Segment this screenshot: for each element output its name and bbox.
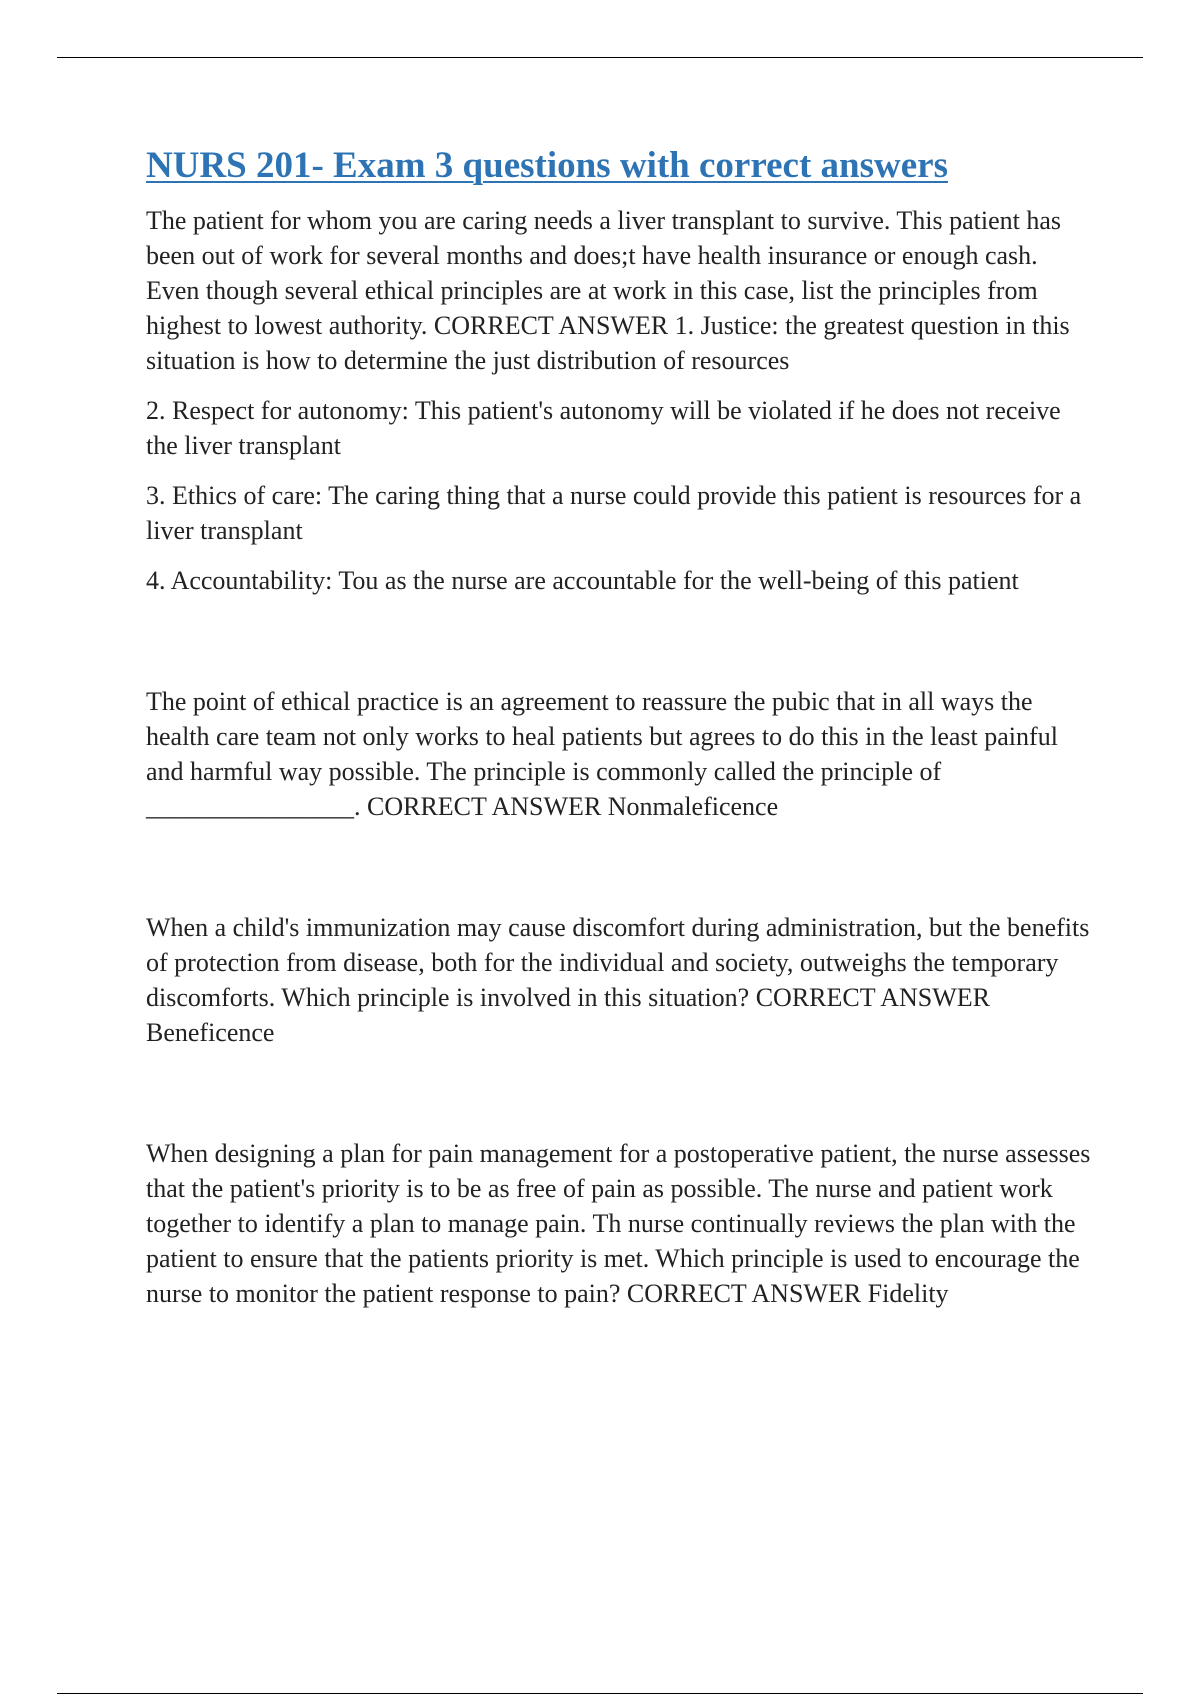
question-1-answer-2: 2. Respect for autonomy: This patient's autonomy will be violated if he does not receive the liver transplant — [146, 396, 1061, 460]
document-title: NURS 201- Exam 3 questions with correct answers — [146, 145, 948, 186]
question-block-4 — [146, 1136, 1096, 1311]
header-rule — [57, 57, 1143, 58]
question-block-1 — [146, 203, 1096, 598]
question-2-text: The point of ethical practice is an agreement to reassure the pubic that in all ways the health care team not only works to heal patients but agrees to do this in the least painful and harmful way possible. The principle is commonly called the principle of ________________. CORRECT ANSWER Nonmaleficence — [146, 687, 1058, 821]
question-4-text: When designing a plan for pain management for a postoperative patient, the nurse assesses that the patient's priority is to be as free of pain as possible. The nurse and patient work together to identify a plan to manage pain. Th nurse continually reviews the plan with the patient to ensure that the patients priority is met. Which principle is used to encourage the nurse to monitor the patient response to pain? CORRECT ANSWER Fidelity — [146, 1139, 1091, 1308]
question-1-text: The patient for whom you are caring needs a liver transplant to survive. This patient has been out of work for several months and does;t have health insurance or enough cash. Even though several ethical principles are at work in this case, list the principles from highest to lowest authority. CORRECT ANSWER 1. Justice: the greatest question in this situation is how to determine the just distribution of resources — [146, 206, 1070, 375]
footer-rule — [57, 1693, 1143, 1694]
question-block-2 — [146, 684, 1096, 824]
question-1-answer-4: 4. Accountability: Tou as the nurse are accountable for the well-being of this patient — [146, 566, 1019, 595]
question-1-answer-3: 3. Ethics of care: The caring thing that a nurse could provide this patient is resources for a liver transplant — [146, 481, 1082, 545]
question-block-3 — [146, 910, 1096, 1050]
question-3-text: When a child's immunization may cause discomfort during administration, but the benefits of protection from disease, both for the individual and society, outweighs the temporary discomforts. Which principle is involved in this situation? CORRECT ANSWER Beneficence — [146, 913, 1090, 1047]
document-body — [146, 142, 1096, 1397]
